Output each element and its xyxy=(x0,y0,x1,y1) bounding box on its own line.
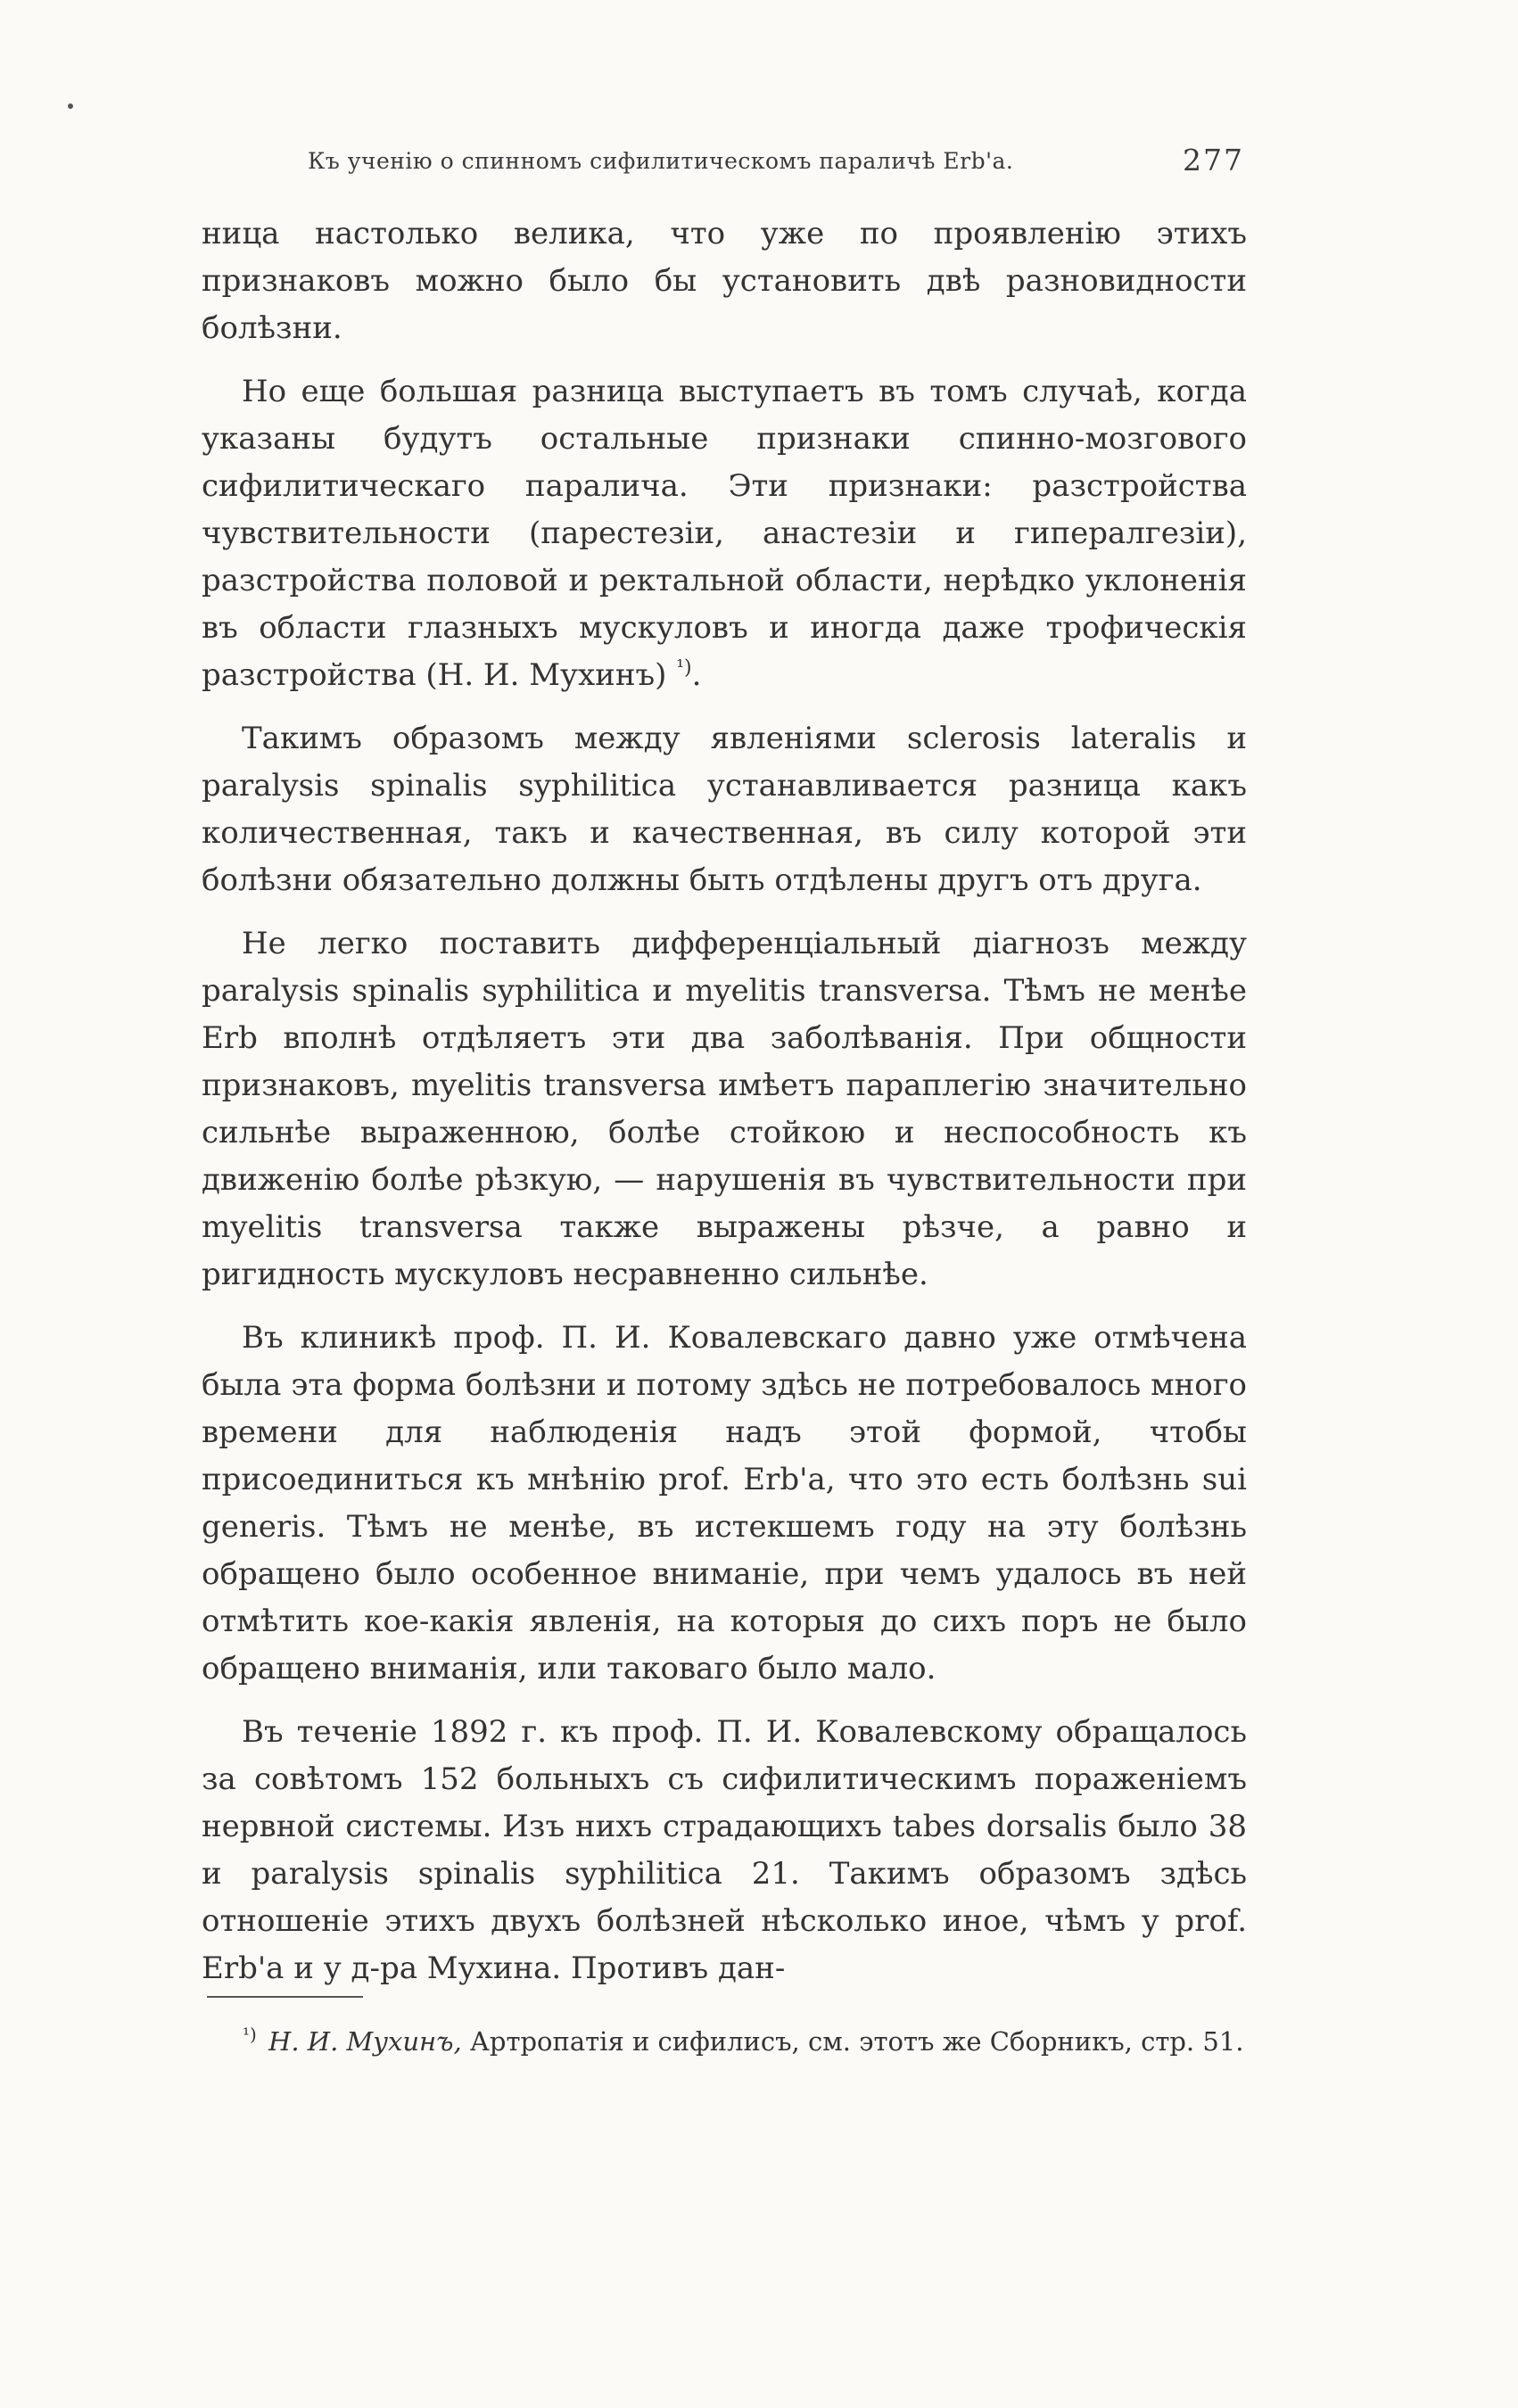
paragraph-3-text: Такимъ образомъ между явленіями sclerosis lateralis и paralysis spinalis syphilitica устанавливается разница какъ количественная, такъ и качественная, въ силу которой эти болѣзни обязательно должны быть отдѣлены другъ отъ друга. xyxy=(202,721,1247,898)
print-speck xyxy=(68,103,73,109)
paragraph-6-text: Въ теченіе 1892 г. къ проф. П. И. Ковалевскому обращалось за совѣтомъ 152 больныхъ съ сифилитическимъ пораженіемъ нервной системы. Изъ нихъ страдающихъ tabes dorsalis было 38 и paralysis spinalis syphilitica 21. Такимъ образомъ здѣсь отношеніе этихъ двухъ болѣзней нѣсколько иное, чѣмъ у prof. Erb'a и у д-ра Мухина. Противъ дан- xyxy=(202,1714,1247,1986)
paragraph-6 xyxy=(202,1709,1247,1992)
paragraph-5-text: Въ клиникѣ проф. П. И. Ковалевскаго давно уже отмѣчена была эта форма болѣзни и потому здѣсь не потребовалось много времени для наблюденія надъ этой формой, чтобы присоединиться къ мнѣнію prof. Erb'a, что это есть болѣзнь sui generis. Тѣмъ не менѣе, въ истекшемъ году на эту болѣзнь обращено было особенное вниманіе, при чемъ удалось въ ней отмѣтить кое-какія явленія, на которыя до сихъ поръ не было обращено вниманія, или таковаго было мало. xyxy=(202,1320,1247,1686)
footnote-reference: ¹) xyxy=(676,656,692,680)
paragraph-1 xyxy=(202,210,1247,352)
footnote-divider xyxy=(207,1996,363,1998)
footnote xyxy=(202,2019,1247,2064)
footnote-number: ¹) xyxy=(243,2024,257,2046)
page-header xyxy=(308,143,1244,187)
paragraph-3 xyxy=(202,715,1247,904)
paragraph-2-tail: . xyxy=(691,657,702,693)
running-title: Къ ученію о спинномъ сифилитическомъ параличѣ Erb'a. xyxy=(308,148,1014,174)
footnote-text: Артропатія и сифилисъ, см. этотъ же Сборникъ, стр. 51. xyxy=(469,2026,1244,2057)
paragraph-2-text: Но еще большая разница выступаетъ въ томъ случаѣ, когда указаны будутъ остальные признаки спинно-мозгового сифилитическаго паралича. Эти признаки: разстройства чувствительности (парестезіи, анастезіи и гипералгезіи), разстройства половой и ректальной области, нерѣдко уклоненія въ области глазныхъ мускуловъ и иногда даже трофическія разстройства (Н. И. Мухинъ) xyxy=(202,374,1247,693)
page-number: 277 xyxy=(1183,143,1244,177)
paragraph-5 xyxy=(202,1315,1247,1693)
paragraph-4 xyxy=(202,920,1247,1299)
paragraph-1-text: ница настолько велика, что уже по проявленію этихъ признаковъ можно было бы установить двѣ разновидности болѣзни. xyxy=(202,216,1247,346)
footnote-author: Н. И. Мухинъ, xyxy=(268,2026,462,2057)
paragraph-4-text: Не легко поставить дифференціальный діагнозъ между paralysis spinalis syphilitica и myelitis transversa. Тѣмъ не менѣе Erb вполнѣ отдѣляетъ эти два заболѣванія. При общности признаковъ, myelitis transversa имѣетъ параплегію значительно сильнѣе выраженною, болѣе стойкою и неспособность къ движенію болѣе рѣзкую, — нарушенія въ чувствительности при myelitis transversa также выражены рѣзче, а равно и ригидность мускуловъ несравненно сильнѣе. xyxy=(202,926,1247,1292)
body-text xyxy=(202,210,1247,2008)
paragraph-2 xyxy=(202,368,1247,699)
